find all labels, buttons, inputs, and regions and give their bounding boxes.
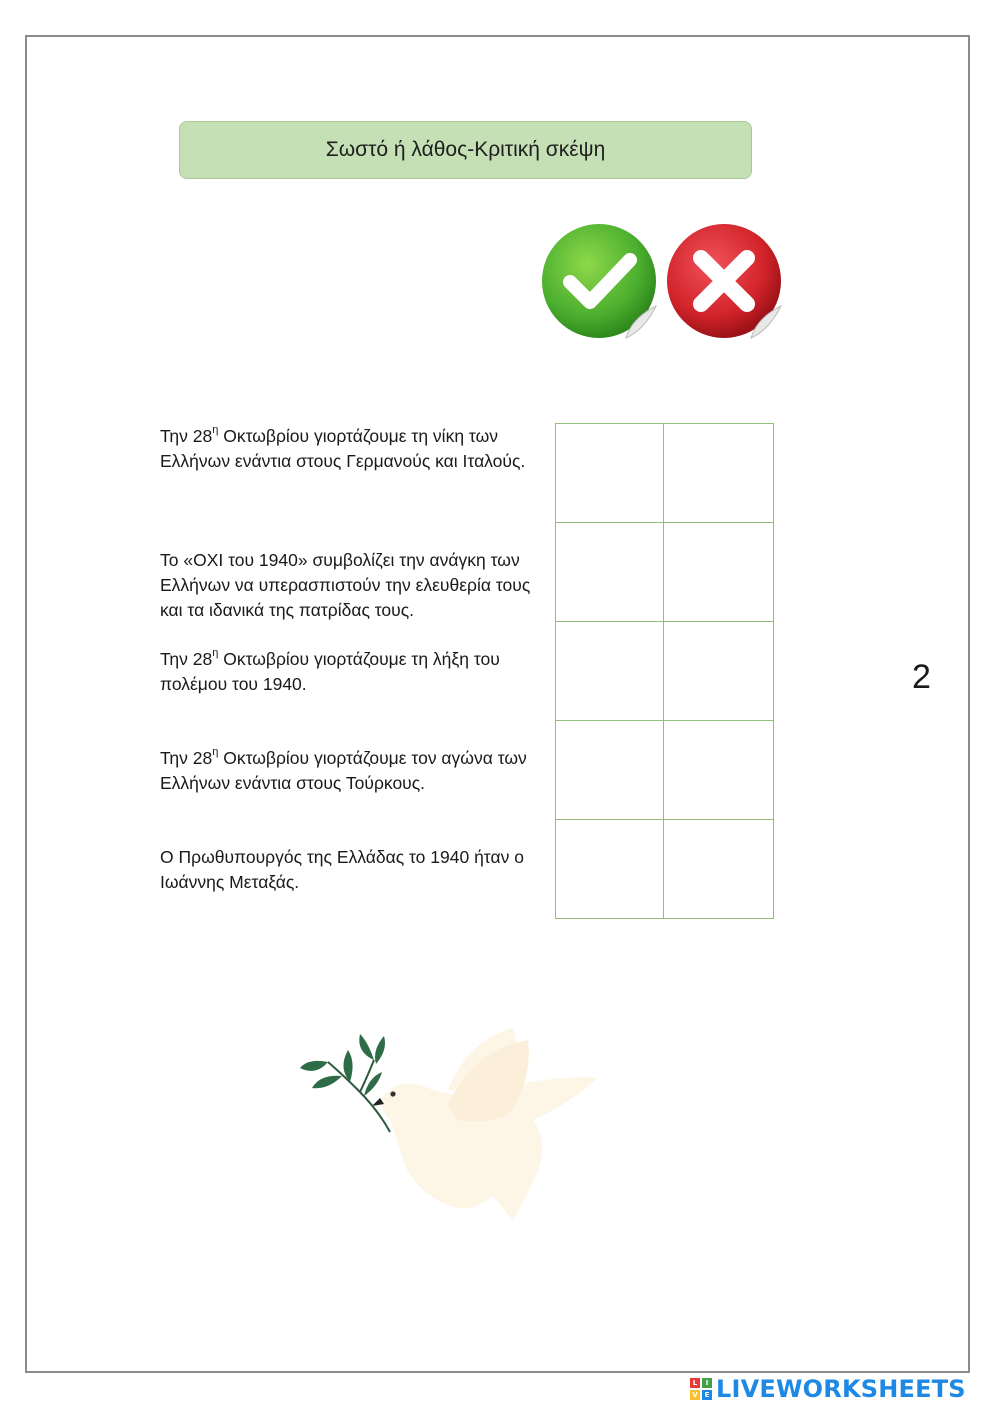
answer-row-2	[556, 523, 774, 622]
dove-olive-branch-icon	[298, 1020, 608, 1250]
answer-row-3	[556, 622, 774, 721]
answer-grid	[555, 423, 774, 919]
answer-true-cell-5[interactable]	[556, 820, 664, 919]
question-5: Ο Πρωθυπουργός της Ελλάδας το 1940 ήταν ο Ιωάννης Μεταξάς.	[160, 847, 524, 892]
worksheet-title	[179, 121, 752, 179]
question-2: Το «ΟΧΙ του 1940» συμβολίζει την ανάγκη των Ελλήνων να υπερασπιστούν την ελευθερία τους και τα ιδανικά της πατρίδας τους.	[160, 550, 531, 620]
answer-true-cell-2[interactable]	[556, 523, 664, 622]
answer-true-cell-1[interactable]	[556, 424, 664, 523]
liveworksheets-logo	[690, 1374, 966, 1404]
answer-false-cell-2[interactable]	[664, 523, 774, 622]
liveworksheets-logo-text: LIVEWORKSHEETS	[716, 1375, 966, 1403]
answer-true-cell-4[interactable]	[556, 721, 664, 820]
answer-row-5	[556, 820, 774, 919]
question-1: Την $28^\eta$ Οκτωβρίου γιορτάζουμε τη νίκη των Ελλήνων ενάντια στους Γερμανούς και Ιταλούς.	[160, 424, 526, 471]
page-number: 2	[912, 658, 931, 696]
question-4: Την $28^\eta$ Οκτωβρίου γιορτάζουμε τον αγώνα των Ελλήνων ενάντια στους Τούρκους.	[160, 746, 527, 793]
answer-false-cell-5[interactable]	[664, 820, 774, 919]
answer-row-1	[556, 424, 774, 523]
liveworksheets-logo-squares: L I V E	[690, 1378, 712, 1400]
answer-false-cell-3[interactable]	[664, 622, 774, 721]
answer-false-cell-4[interactable]	[664, 721, 774, 820]
answer-false-cell-1[interactable]	[664, 424, 774, 523]
question-3: Την $28^\eta$ Οκτωβρίου γιορτάζουμε τη λήξη του πολέμου του 1940.	[160, 647, 500, 694]
title-text: Σωστό ή λάθος-Κριτική σκέψη	[325, 138, 606, 161]
answer-row-4	[556, 721, 774, 820]
answer-true-cell-3[interactable]	[556, 622, 664, 721]
check-sticker-icon	[540, 222, 658, 340]
cross-sticker-icon	[665, 222, 783, 340]
